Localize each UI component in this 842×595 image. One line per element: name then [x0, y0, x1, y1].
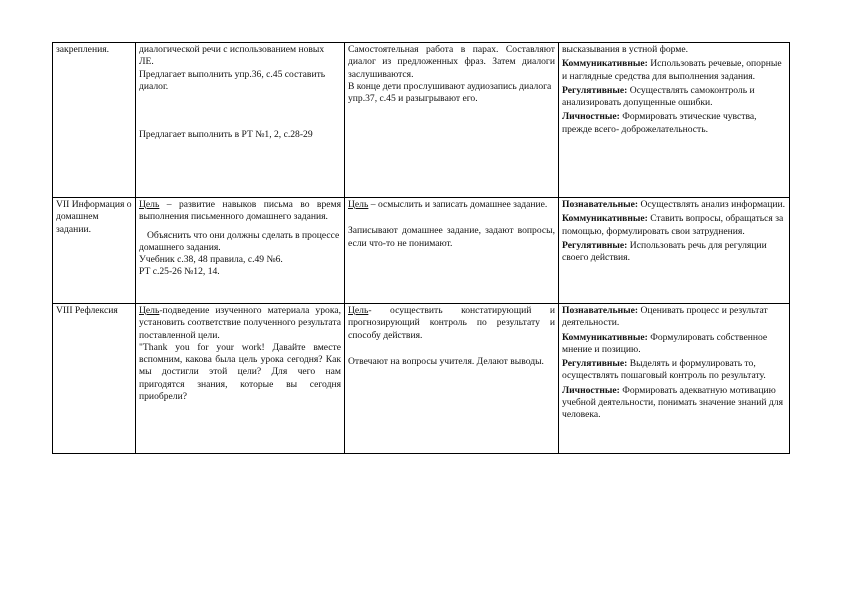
goal-text: -подведение изученного материала урока, установить соответствие полученного результата поставленной цели.	[139, 305, 341, 341]
ud-label: Личностные:	[562, 384, 620, 396]
ud-text: Формулировать собственное мнение и позицию.	[562, 331, 768, 355]
ud-label: Коммуникативные:	[562, 331, 648, 343]
ud-text: Осуществлять самоконтроль и анализировать допущенные ошибки.	[562, 84, 755, 109]
student-text: В конце дети прослушивают аудиозапись диалога упр.37, с.45 и разыгрывают его.	[348, 80, 552, 105]
ud-item-cognitive	[562, 199, 786, 211]
ud-label: Познавательные:	[562, 199, 639, 210]
lesson-plan-table	[52, 42, 790, 454]
ud-label: Коммуникативные:	[562, 213, 648, 225]
table-row	[53, 198, 790, 304]
ud-item-cognitive	[562, 305, 786, 330]
student-activity-cell	[345, 43, 559, 198]
ud-item-communicative	[562, 58, 786, 83]
stage-cell	[53, 198, 136, 304]
student-text: Отвечают на вопросы учителя. Делают выводы.	[348, 355, 544, 367]
learning-actions-cell	[559, 43, 790, 198]
goal-text: - осуществить констатирующий и прогнозирующий контроль по результату и способу действия.	[348, 305, 555, 341]
goal-label: Цель	[348, 199, 369, 210]
goal-label: Цель	[139, 305, 160, 316]
teacher-goal	[139, 199, 341, 224]
ud-text: Использовать речь для регуляции своего действия.	[562, 239, 767, 264]
teacher-text: Предлагает выполнить упр.36, с.45 составить диалог.	[139, 68, 326, 92]
goal-text: – развитие навыков письма во время выполнения письменного домашнего задания.	[139, 199, 341, 223]
teacher-text: "Thank you for your work! Давайте вместе вспомним, какова была цель урока сегодня? Как мы достигли этой цели? Для чего нам пригодятся знания, которые вы сегодня приобрели?	[139, 341, 341, 403]
table-row	[53, 43, 790, 198]
stage-cell	[53, 43, 136, 198]
teacher-activity-cell	[136, 304, 345, 454]
ud-label: Коммуникативные:	[562, 58, 648, 70]
teacher-text: диалогической речи с использованием новых ЛЕ.	[139, 44, 325, 68]
ud-label: Регулятивные:	[562, 84, 628, 96]
student-text: Самостоятельная работа в парах. Составляют диалог из предложенных фраз. Затем диалоги заслушиваются.	[348, 44, 555, 80]
stage-label: VIII Рефлексия	[56, 305, 118, 316]
teacher-activity-cell	[136, 198, 345, 304]
stage-cell	[53, 304, 136, 454]
goal-label: Цель	[139, 199, 160, 210]
ud-text: Ставить вопросы, обращаться за помощью, формулировать свои затруднения.	[562, 213, 784, 237]
ud-item-regulatory	[562, 240, 786, 265]
student-goal	[348, 305, 555, 342]
goal-text: – осмыслить и записать домашнее задание.	[368, 199, 548, 210]
stage-label: закрепления.	[56, 44, 110, 55]
ud-label: Регулятивные:	[562, 358, 628, 370]
ud-text: Использовать речевые, опорные и наглядные средства для выполнения задания.	[562, 58, 782, 82]
ud-text: Формировать этические чувства, прежде всего- доброжелательность.	[562, 111, 757, 135]
stage-label: VII Информация о домашнем задании.	[56, 199, 132, 235]
learning-actions-cell	[559, 198, 790, 304]
ud-item-communicative	[562, 213, 786, 238]
student-activity-cell	[345, 198, 559, 304]
ud-text: высказывания в устной форме.	[562, 44, 689, 55]
ud-item-communicative	[562, 332, 786, 357]
teacher-activity-cell	[136, 43, 345, 198]
student-activity-cell	[345, 304, 559, 454]
goal-label: Цель	[348, 305, 369, 316]
teacher-text: Учебник с.38, 48 правила, с.49 №6.	[139, 254, 283, 266]
ud-item-personal	[562, 111, 786, 136]
table-row	[53, 304, 790, 454]
ud-item-personal	[562, 385, 786, 422]
ud-item-regulatory	[562, 85, 786, 110]
ud-label: Познавательные:	[562, 305, 639, 316]
ud-item-regulatory	[562, 358, 786, 383]
ud-text: Осуществлять анализ информации.	[638, 199, 786, 210]
teacher-text: РТ с.25-26 №12, 14.	[139, 266, 220, 278]
student-text: Записывают домашнее задание, задают вопросы, если что-то не понимают.	[348, 225, 555, 249]
ud-label: Регулятивные:	[562, 239, 628, 251]
teacher-text: Предлагает выполнить в РТ №1, 2, с.28-29	[139, 129, 313, 141]
ud-label: Личностные:	[562, 111, 620, 123]
ud-text: Оценивать процесс и результат деятельности.	[562, 305, 768, 329]
learning-actions-cell	[559, 304, 790, 454]
teacher-text: Объяснить что они должны сделать в процессе домашнего задания.	[139, 229, 340, 253]
student-goal	[348, 199, 555, 211]
ud-text: Выделять и формулировать то, осуществлять пошаговый контроль по результату.	[562, 358, 766, 382]
teacher-goal	[139, 305, 341, 342]
ud-text: Формировать адекватную мотивацию учебной деятельности, понимать значение знаний для человека.	[562, 384, 783, 421]
